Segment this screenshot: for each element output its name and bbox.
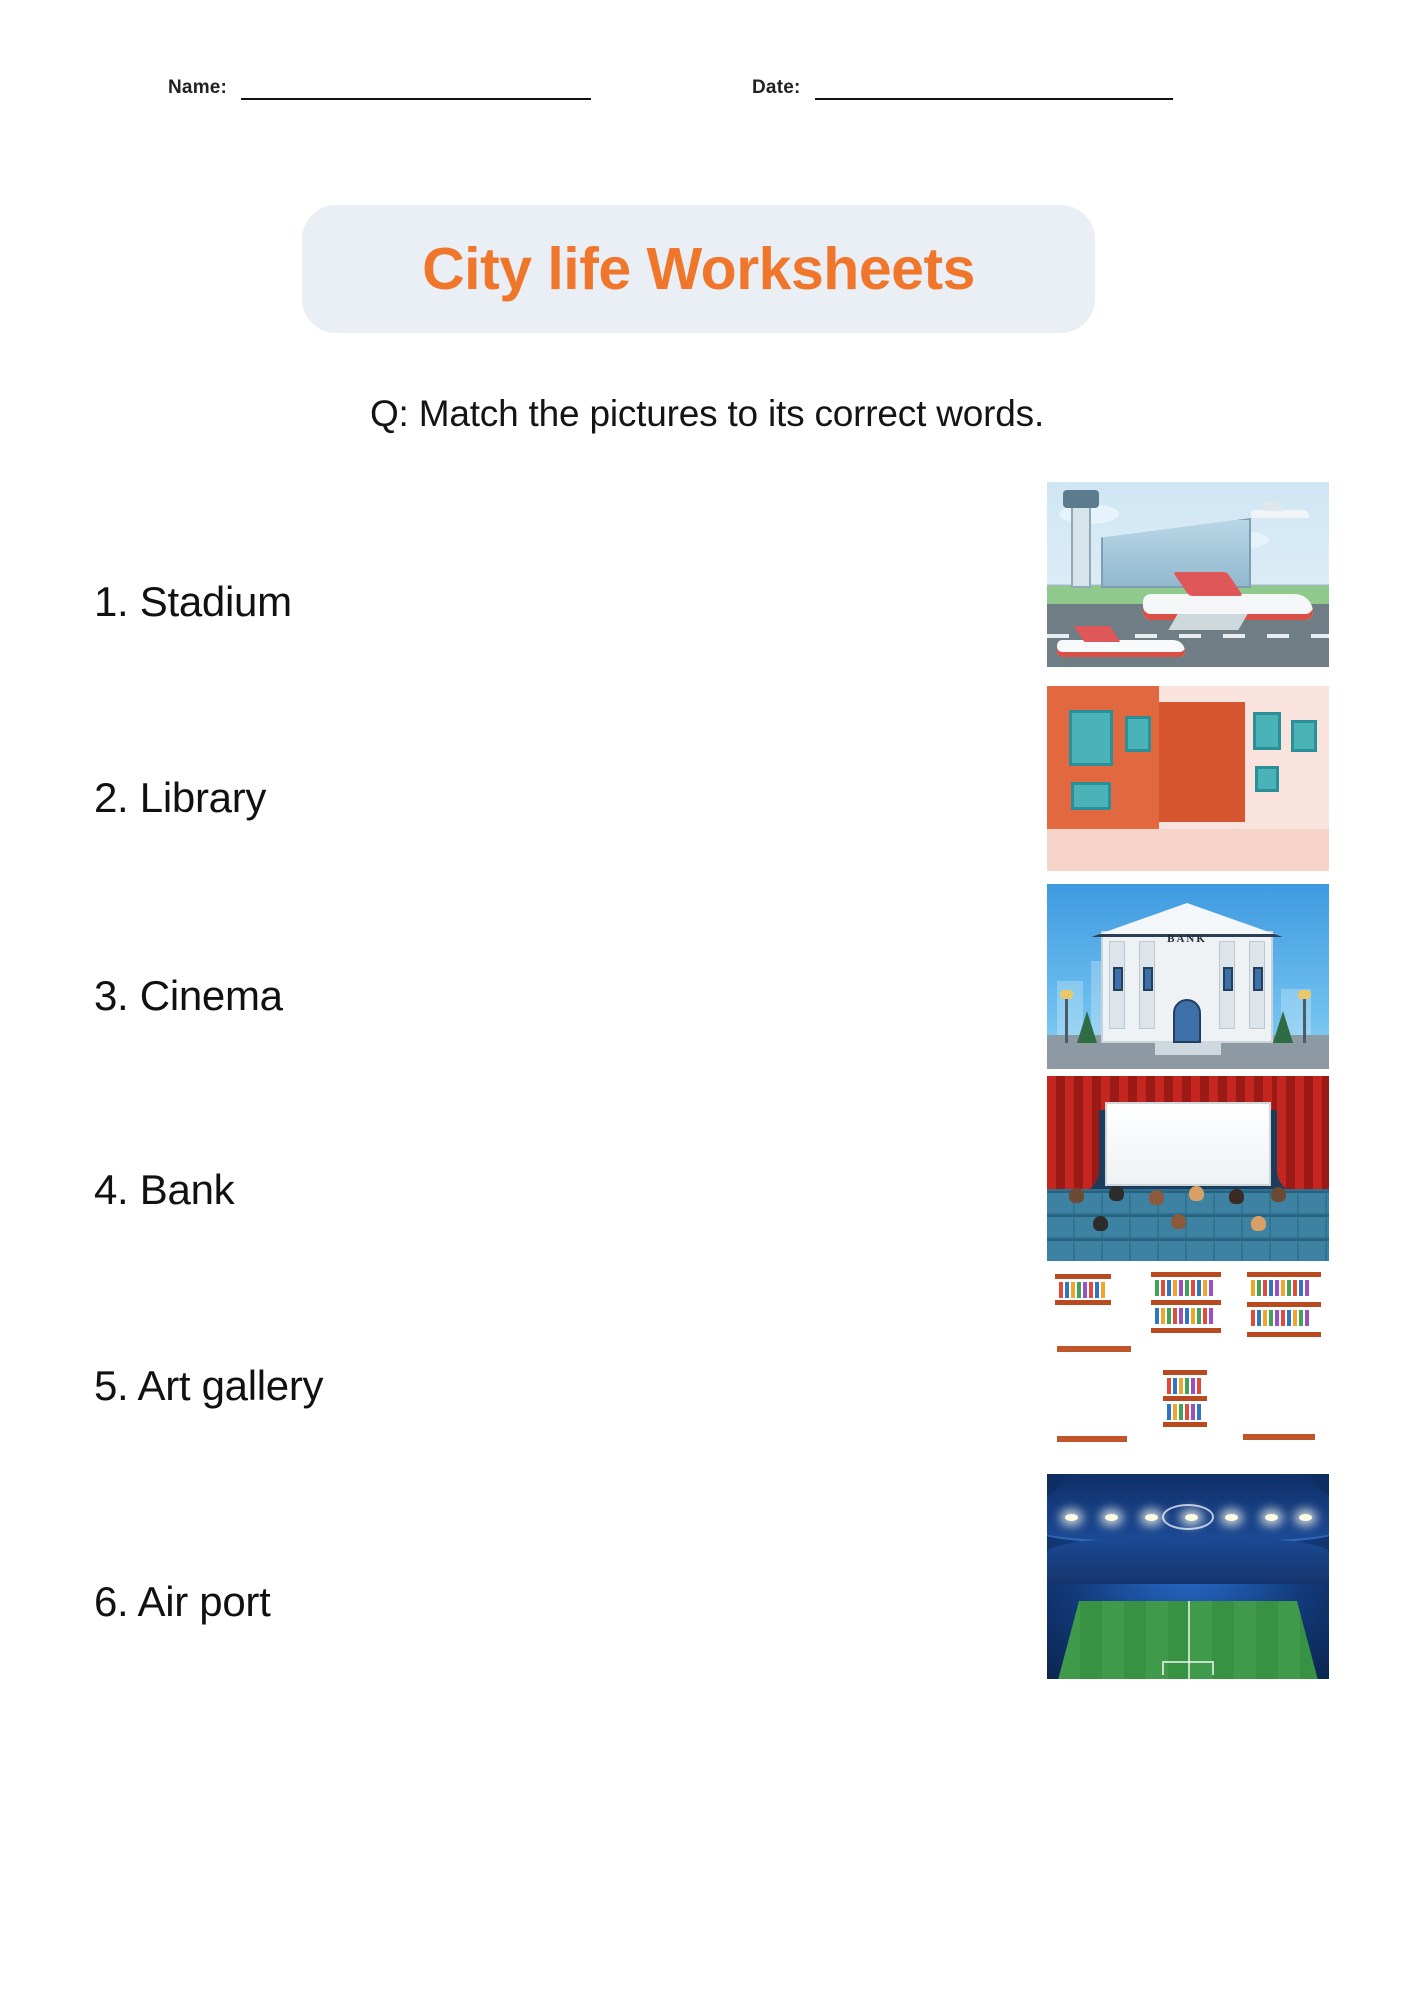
worksheet-header	[0, 78, 1414, 118]
flying-airplane-icon	[1251, 510, 1309, 518]
audience-head	[1251, 1216, 1266, 1231]
center-circle	[1162, 1504, 1214, 1530]
instruction-text: Q: Match the pictures to its correct words.	[369, 393, 1045, 434]
painting-frame	[1069, 710, 1113, 766]
word-option-6[interactable]: 6. Air port	[94, 1578, 271, 1625]
study-desk	[1243, 1434, 1315, 1440]
bookshelf	[1055, 1274, 1111, 1279]
bookshelf	[1055, 1300, 1111, 1305]
word-option-1[interactable]: 1. Stadium	[94, 578, 292, 625]
word-option-3[interactable]: 3. Cinema	[94, 972, 283, 1019]
bank-window	[1113, 967, 1123, 991]
curtain-right	[1277, 1076, 1329, 1194]
audience-head	[1093, 1216, 1108, 1231]
bank-window	[1223, 967, 1233, 991]
painting-frame	[1291, 720, 1317, 752]
painting-frame	[1071, 782, 1111, 810]
title-banner	[302, 205, 1095, 333]
library-bench	[1057, 1346, 1131, 1352]
goal-box	[1162, 1661, 1214, 1675]
bank-pediment	[1091, 903, 1283, 937]
audience-head	[1229, 1189, 1244, 1204]
bookshelf	[1151, 1272, 1221, 1277]
airport-illustration[interactable]	[1047, 482, 1329, 667]
art-gallery-illustration[interactable]	[1047, 686, 1329, 871]
cinema-seating	[1047, 1189, 1329, 1261]
audience-head	[1271, 1187, 1286, 1202]
word-option-5[interactable]: 5. Art gallery	[94, 1362, 324, 1409]
cinema-screen	[1105, 1102, 1271, 1186]
bank-illustration[interactable]	[1047, 884, 1329, 1069]
date-label: Date:	[752, 77, 801, 98]
books-row	[1251, 1310, 1309, 1326]
audience-head	[1069, 1188, 1084, 1203]
books-row	[1059, 1282, 1105, 1298]
bookshelf	[1247, 1272, 1321, 1277]
word-option-4[interactable]: 4. Bank	[94, 1166, 235, 1213]
tree-icon	[1077, 1011, 1097, 1043]
matching-exercise	[0, 500, 1414, 1950]
books-row	[1155, 1308, 1213, 1324]
bank-sign-label: BANK	[1167, 933, 1207, 945]
gallery-back-wall	[1159, 702, 1245, 822]
control-tower-top	[1063, 490, 1099, 508]
name-input-line[interactable]	[241, 98, 591, 100]
audience-head	[1171, 1214, 1186, 1229]
library-illustration[interactable]	[1047, 1266, 1329, 1461]
match-row-6	[0, 1500, 1414, 1745]
books-row	[1167, 1404, 1201, 1420]
airplane-icon	[1143, 594, 1313, 620]
gallery-floor	[1047, 829, 1329, 871]
word-option-2[interactable]: 2. Library	[94, 774, 267, 821]
bank-door	[1173, 999, 1201, 1043]
airplane-icon	[1057, 640, 1185, 657]
bookshelf	[1163, 1370, 1207, 1375]
bookshelf	[1163, 1396, 1207, 1401]
bookshelf	[1151, 1328, 1221, 1333]
study-desk	[1057, 1436, 1127, 1442]
tree-icon	[1273, 1011, 1293, 1043]
street-lamp-icon	[1303, 997, 1306, 1043]
name-field[interactable]	[168, 78, 591, 100]
name-label: Name:	[168, 77, 228, 98]
painting-frame	[1253, 712, 1281, 750]
cinema-illustration[interactable]	[1047, 1076, 1329, 1261]
bookshelf	[1247, 1332, 1321, 1337]
date-field[interactable]	[752, 78, 1173, 100]
bank-window	[1143, 967, 1153, 991]
audience-head	[1109, 1186, 1124, 1201]
street-lamp-icon	[1065, 997, 1068, 1043]
page-title: City life Worksheets	[422, 236, 975, 302]
curtain-left	[1047, 1076, 1099, 1194]
stadium-illustration[interactable]	[1047, 1474, 1329, 1679]
bookshelf	[1163, 1422, 1207, 1427]
audience-head	[1189, 1186, 1204, 1201]
books-row	[1251, 1280, 1309, 1296]
bank-window	[1253, 967, 1263, 991]
books-row	[1167, 1378, 1201, 1394]
painting-frame	[1125, 716, 1151, 752]
painting-frame	[1255, 766, 1279, 792]
control-tower	[1071, 496, 1091, 588]
books-row	[1155, 1280, 1213, 1296]
bookshelf	[1247, 1302, 1321, 1307]
bank-steps	[1155, 1041, 1221, 1055]
date-input-line[interactable]	[815, 98, 1173, 100]
audience-head	[1149, 1190, 1164, 1205]
stadium-stands	[1047, 1536, 1329, 1584]
bookshelf	[1151, 1300, 1221, 1305]
